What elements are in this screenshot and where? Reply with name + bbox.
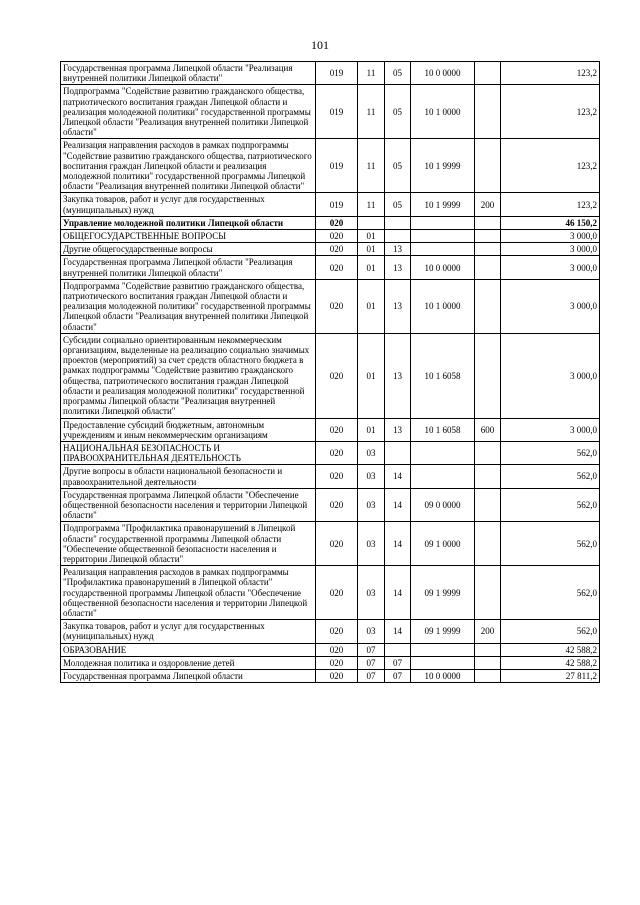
row-subsection-code: 14 xyxy=(385,465,411,488)
row-expense-type xyxy=(475,216,501,229)
row-section-code: 11 xyxy=(358,193,385,216)
table-row xyxy=(61,620,600,643)
row-ministry-code: 020 xyxy=(316,522,358,566)
row-subsection-code: 05 xyxy=(385,193,411,216)
row-expense-type xyxy=(475,139,501,193)
row-ministry-code: 020 xyxy=(316,643,358,656)
row-name: Предоставление субсидий бюджетным, автономным учреждениям и иным некоммерческим организациям xyxy=(61,418,316,441)
row-section-code: 03 xyxy=(358,441,385,464)
table-row xyxy=(61,522,600,566)
row-name: Государственная программа Липецкой области "Реализация внутренней политики Липецкой области" xyxy=(61,62,316,85)
table-row xyxy=(61,643,600,656)
row-expense-type xyxy=(475,669,501,682)
row-subsection-code: 07 xyxy=(385,669,411,682)
row-subsection-code: 05 xyxy=(385,62,411,85)
table-row xyxy=(61,85,600,139)
row-name: Государственная программа Липецкой области xyxy=(61,669,316,682)
row-target-article xyxy=(411,230,475,243)
row-amount: 562,0 xyxy=(501,566,600,620)
row-target-article xyxy=(411,656,475,669)
table-row xyxy=(61,230,600,243)
row-amount: 123,2 xyxy=(501,193,600,216)
row-amount: 562,0 xyxy=(501,465,600,488)
row-subsection-code: 07 xyxy=(385,656,411,669)
row-amount: 562,0 xyxy=(501,488,600,522)
row-subsection-code: 14 xyxy=(385,522,411,566)
row-expense-type: 200 xyxy=(475,193,501,216)
row-target-article: 10 0 0000 xyxy=(411,256,475,279)
row-section-code: 01 xyxy=(358,256,385,279)
row-expense-type xyxy=(475,522,501,566)
row-ministry-code: 020 xyxy=(316,216,358,229)
row-target-article: 10 1 6058 xyxy=(411,333,475,418)
row-target-article xyxy=(411,243,475,256)
row-amount: 3 000,0 xyxy=(501,333,600,418)
row-amount: 42 588,2 xyxy=(501,656,600,669)
row-amount: 3 000,0 xyxy=(501,230,600,243)
row-ministry-code: 019 xyxy=(316,193,358,216)
row-ministry-code: 020 xyxy=(316,256,358,279)
table-row xyxy=(61,465,600,488)
row-name: Молодежная политика и оздоровление детей xyxy=(61,656,316,669)
row-expense-type xyxy=(475,566,501,620)
row-target-article: 10 1 0000 xyxy=(411,85,475,139)
row-section-code: 03 xyxy=(358,566,385,620)
row-ministry-code: 020 xyxy=(316,465,358,488)
row-ministry-code: 020 xyxy=(316,230,358,243)
row-amount: 3 000,0 xyxy=(501,279,600,333)
row-section-code: 01 xyxy=(358,243,385,256)
row-subsection-code: 13 xyxy=(385,279,411,333)
row-section-code: 11 xyxy=(358,139,385,193)
row-target-article: 10 0 0000 xyxy=(411,669,475,682)
row-target-article xyxy=(411,216,475,229)
row-expense-type xyxy=(475,656,501,669)
row-target-article: 10 0 0000 xyxy=(411,62,475,85)
row-expense-type xyxy=(475,279,501,333)
row-subsection-code: 14 xyxy=(385,566,411,620)
row-name: Другие общегосударственные вопросы xyxy=(61,243,316,256)
row-subsection-code: 14 xyxy=(385,620,411,643)
row-name: НАЦИОНАЛЬНАЯ БЕЗОПАСНОСТЬ И ПРАВООХРАНИТЕЛЬНАЯ ДЕЯТЕЛЬНОСТЬ xyxy=(61,441,316,464)
row-expense-type xyxy=(475,85,501,139)
row-section-code: 03 xyxy=(358,522,385,566)
row-ministry-code: 020 xyxy=(316,669,358,682)
row-subsection-code: 14 xyxy=(385,488,411,522)
page-number: 101 xyxy=(311,38,329,52)
row-amount: 46 150,2 xyxy=(501,216,600,229)
row-expense-type xyxy=(475,441,501,464)
row-subsection-code xyxy=(385,230,411,243)
row-subsection-code: 13 xyxy=(385,418,411,441)
row-section-code: 11 xyxy=(358,62,385,85)
row-section-code: 01 xyxy=(358,418,385,441)
row-section-code: 11 xyxy=(358,85,385,139)
row-section-code: 07 xyxy=(358,643,385,656)
row-expense-type xyxy=(475,62,501,85)
row-section-code: 01 xyxy=(358,333,385,418)
row-name: Другие вопросы в области национальной безопасности и правоохранительной деятельности xyxy=(61,465,316,488)
row-target-article: 10 1 6058 xyxy=(411,418,475,441)
row-section-code: 03 xyxy=(358,465,385,488)
row-subsection-code xyxy=(385,441,411,464)
table-row xyxy=(61,62,600,85)
row-target-article xyxy=(411,441,475,464)
row-ministry-code: 019 xyxy=(316,85,358,139)
row-ministry-code: 020 xyxy=(316,566,358,620)
table-row xyxy=(61,333,600,418)
row-ministry-code: 019 xyxy=(316,139,358,193)
row-target-article: 10 1 0000 xyxy=(411,279,475,333)
row-name: ОБЩЕГОСУДАРСТВЕННЫЕ ВОПРОСЫ xyxy=(61,230,316,243)
budget-table-body xyxy=(61,62,600,683)
row-section-code: 07 xyxy=(358,669,385,682)
row-ministry-code: 019 xyxy=(316,62,358,85)
row-amount: 3 000,0 xyxy=(501,418,600,441)
row-target-article xyxy=(411,643,475,656)
row-subsection-code: 05 xyxy=(385,139,411,193)
table-row xyxy=(61,193,600,216)
table-row xyxy=(61,566,600,620)
row-expense-type xyxy=(475,243,501,256)
row-section-code xyxy=(358,216,385,229)
row-ministry-code: 020 xyxy=(316,441,358,464)
row-expense-type xyxy=(475,230,501,243)
table-row xyxy=(61,256,600,279)
row-expense-type xyxy=(475,333,501,418)
row-target-article xyxy=(411,465,475,488)
row-amount: 562,0 xyxy=(501,441,600,464)
row-amount: 123,2 xyxy=(501,62,600,85)
row-name: Субсидии социально ориентированным некоммерческим организациям, выделенные на реализацию социально значимых проектов (мероприятий) за счет средств областного бюджета в рамках подпрограммы "Содействие развитию гражданского общества, патриотического воспитания граждан Липецкой области и реализация молодежной политики" государственной программы Липецкой области "Реализация внутренней политики Липецкой области" xyxy=(61,333,316,418)
row-ministry-code: 020 xyxy=(316,488,358,522)
row-expense-type xyxy=(475,465,501,488)
table-row xyxy=(61,418,600,441)
row-ministry-code: 020 xyxy=(316,418,358,441)
row-amount: 3 000,0 xyxy=(501,256,600,279)
row-target-article: 09 1 9999 xyxy=(411,566,475,620)
row-name: Подпрограмма "Содействие развитию гражданского общества, патриотического воспитания граждан Липецкой области и реализация молодежной политики" государственной программы Липецкой области "Реализация внутренней политики Липецкой области" xyxy=(61,279,316,333)
row-name: Подпрограмма "Профилактика правонарушений в Липецкой области" государственной программы Липецкой области "Обеспечение общественной безопасности населения и территории Липецкой области" xyxy=(61,522,316,566)
table-row xyxy=(61,139,600,193)
row-ministry-code: 020 xyxy=(316,656,358,669)
row-section-code: 03 xyxy=(358,620,385,643)
row-name: ОБРАЗОВАНИЕ xyxy=(61,643,316,656)
row-name: Реализация направления расходов в рамках подпрограммы "Содействие развитию гражданского общества, патриотического воспитания граждан Липецкой области и реализация молодежной политики" государственной программы Липецкой области "Реализация внутренней политики Липецкой области" xyxy=(61,139,316,193)
row-amount: 562,0 xyxy=(501,620,600,643)
row-expense-type xyxy=(475,256,501,279)
row-subsection-code: 13 xyxy=(385,243,411,256)
row-amount: 3 000,0 xyxy=(501,243,600,256)
row-amount: 123,2 xyxy=(501,85,600,139)
row-target-article: 10 1 9999 xyxy=(411,139,475,193)
row-subsection-code: 05 xyxy=(385,85,411,139)
row-target-article: 10 1 9999 xyxy=(411,193,475,216)
row-name: Государственная программа Липецкой области "Обеспечение общественной безопасности населения и территории Липецкой области" xyxy=(61,488,316,522)
row-expense-type xyxy=(475,488,501,522)
row-section-code: 03 xyxy=(358,488,385,522)
row-expense-type: 200 xyxy=(475,620,501,643)
row-section-code: 01 xyxy=(358,230,385,243)
table-row xyxy=(61,216,600,229)
row-section-code: 01 xyxy=(358,279,385,333)
row-target-article: 09 0 0000 xyxy=(411,488,475,522)
row-ministry-code: 020 xyxy=(316,620,358,643)
row-name: Закупка товаров, работ и услуг для государственных (муниципальных) нужд xyxy=(61,193,316,216)
row-name: Закупка товаров, работ и услуг для государственных (муниципальных) нужд xyxy=(61,620,316,643)
row-name: Государственная программа Липецкой области "Реализация внутренней политики Липецкой области" xyxy=(61,256,316,279)
table-row xyxy=(61,488,600,522)
table-row xyxy=(61,669,600,682)
table-row xyxy=(61,441,600,464)
row-name: Управление молодежной политики Липецкой области xyxy=(61,216,316,229)
row-section-code: 07 xyxy=(358,656,385,669)
table-row xyxy=(61,656,600,669)
table-row xyxy=(61,243,600,256)
row-subsection-code xyxy=(385,216,411,229)
row-subsection-code: 13 xyxy=(385,333,411,418)
row-subsection-code: 13 xyxy=(385,256,411,279)
budget-table xyxy=(60,61,600,683)
table-row xyxy=(61,279,600,333)
row-target-article: 09 1 9999 xyxy=(411,620,475,643)
row-name: Подпрограмма "Содействие развитию гражданского общества, патриотического воспитания граждан Липецкой области и реализация молодежной политики" государственной программы Липецкой области "Реализация внутренней политики Липецкой области" xyxy=(61,85,316,139)
row-amount: 562,0 xyxy=(501,522,600,566)
row-ministry-code: 020 xyxy=(316,243,358,256)
row-expense-type xyxy=(475,643,501,656)
row-ministry-code: 020 xyxy=(316,279,358,333)
row-name: Реализация направления расходов в рамках подпрограммы "Профилактика правонарушений в Липецкой области" государственной программы Липецкой области "Обеспечение общественной безопасности населения и территории Липецкой области" xyxy=(61,566,316,620)
row-subsection-code xyxy=(385,643,411,656)
row-target-article: 09 1 0000 xyxy=(411,522,475,566)
row-amount: 27 811,2 xyxy=(501,669,600,682)
row-ministry-code: 020 xyxy=(316,333,358,418)
row-expense-type: 600 xyxy=(475,418,501,441)
row-amount: 123,2 xyxy=(501,139,600,193)
row-amount: 42 588,2 xyxy=(501,643,600,656)
